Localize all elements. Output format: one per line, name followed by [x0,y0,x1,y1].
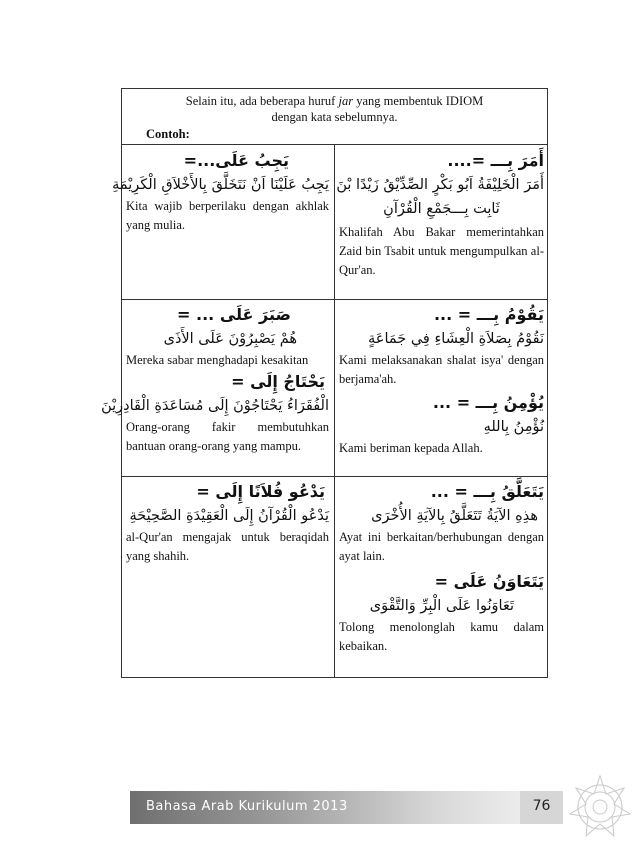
example-cell-shabara [101,303,329,456]
arabic-example: الْفُقَرَاءُ يَحْتَاجُوْنَ إِلَى مُسَاعَدَةِ الْقَادِرِيْنَ [101,398,329,414]
intro-line-1 [122,93,547,109]
arabic-example: ثَابِت بِـــجَمْعِ الْقُرْآنِ [383,201,500,217]
intro-text: Selain itu, ada beberapa huruf [185,94,339,108]
arabic-example: يَدْعُو الْقُرْآنُ إِلَى الْعَقِيْدَةِ الصَّحِيْحَةِ [129,508,329,524]
idiom-pattern: يَحْتَاجُ إِلَى = [231,372,325,391]
book-title: Bahasa Arab Kurikulum 2013 [146,799,348,814]
intro-line-2: dengan kata sebelumnya. [271,110,398,124]
example-cell-yataallaqu [339,480,544,656]
idiom-pattern: أَمَرَ بِـــ =.... [447,151,544,170]
idiom-pattern: يَدْعُو فُلاَنًا إِلَى = [196,482,325,501]
example-cell-yajibu [112,149,329,235]
examples-table [101,88,548,678]
arabic-example: تَعَاوَنُوا عَلَى الْبِرِّ وَالتَّقْوَى [369,598,514,614]
contoh-label: Contoh: [146,127,190,141]
intro-text: yang membentuk IDIOM [353,94,484,108]
example-cell-yaqumu [339,303,544,458]
translation: Mereka sabar menghadapi kesakitan [126,353,309,367]
arabic-example: نَقُوْمُ بِصَلاَةِ الْعِشَاءِ فِي جَمَاعَةٍ [368,331,544,347]
row-divider [122,299,547,300]
translation: Kami melaksanakan shalat isya' dengan berjama'ah. [339,353,544,386]
page-number-box [520,791,563,824]
footer-bar [130,791,540,824]
column-divider [334,145,335,677]
translation: Tolong menolonglah kamu dalam kebaikan. [339,620,544,653]
arabic-example: هُمْ يَصْبِرُوْنَ عَلَى الأَذَى [163,331,297,347]
page-number: 76 [532,798,551,814]
example-cell-amara [336,149,544,280]
idiom-pattern: صَبَرَ عَلَى ... = [177,305,291,324]
translation: Kami beriman kepada Allah. [339,441,483,455]
idiom-pattern: يُؤْمِنُ بِـــ = ... [432,393,544,412]
intro-cell [122,89,547,145]
idiom-pattern: يَجِبُ عَلَى...= [183,151,289,170]
arabic-example: نُؤْمِنُ بِاللهِ [483,419,544,435]
example-cell-yadu [126,480,329,566]
intro-jar-word: jar [338,94,354,108]
arabic-example: أَمَرَ الْخَلِيْفَةُ اَبُو بَكْرٍ الصِّدِّيْقُ زَيْدًا بْنَ [336,177,544,193]
idiom-pattern: يَتَعَاوَنُ عَلَى = [434,572,544,591]
row-divider [122,476,547,477]
arabic-example: هذِهِ الآيَةُ تَتَعَلَّقُ بِالآيَةِ الأُخْرَى [371,508,538,524]
star-ornament-icon [562,762,638,852]
idiom-pattern: يَقُوْمُ بِـــ = ... [433,305,544,324]
translation: Orang-orang fakir membutuhkan bantuan orang-orang yang mampu. [126,420,329,453]
translation: al-Qur'an mengajak untuk beraqidah yang shahih. [126,530,329,563]
translation: Khalifah Abu Bakar memerintahkan Zaid bin Tsabit untuk mengumpulkan al-Qur'an. [339,225,544,277]
translation: Ayat ini berkaitan/berhubungan dengan ayat lain. [339,530,544,563]
arabic-example: يَجِبُ عَلَيْنَا اَنْ نَتَخَلَّقَ بِالأَخْلاَقِ الْكَرِيْمَةِ [112,177,329,193]
translation: Kita wajib berperilaku dengan akhlak yang mulia. [126,199,329,232]
idiom-pattern: يَتَعَلَّقُ بِـــ = ... [430,482,544,501]
